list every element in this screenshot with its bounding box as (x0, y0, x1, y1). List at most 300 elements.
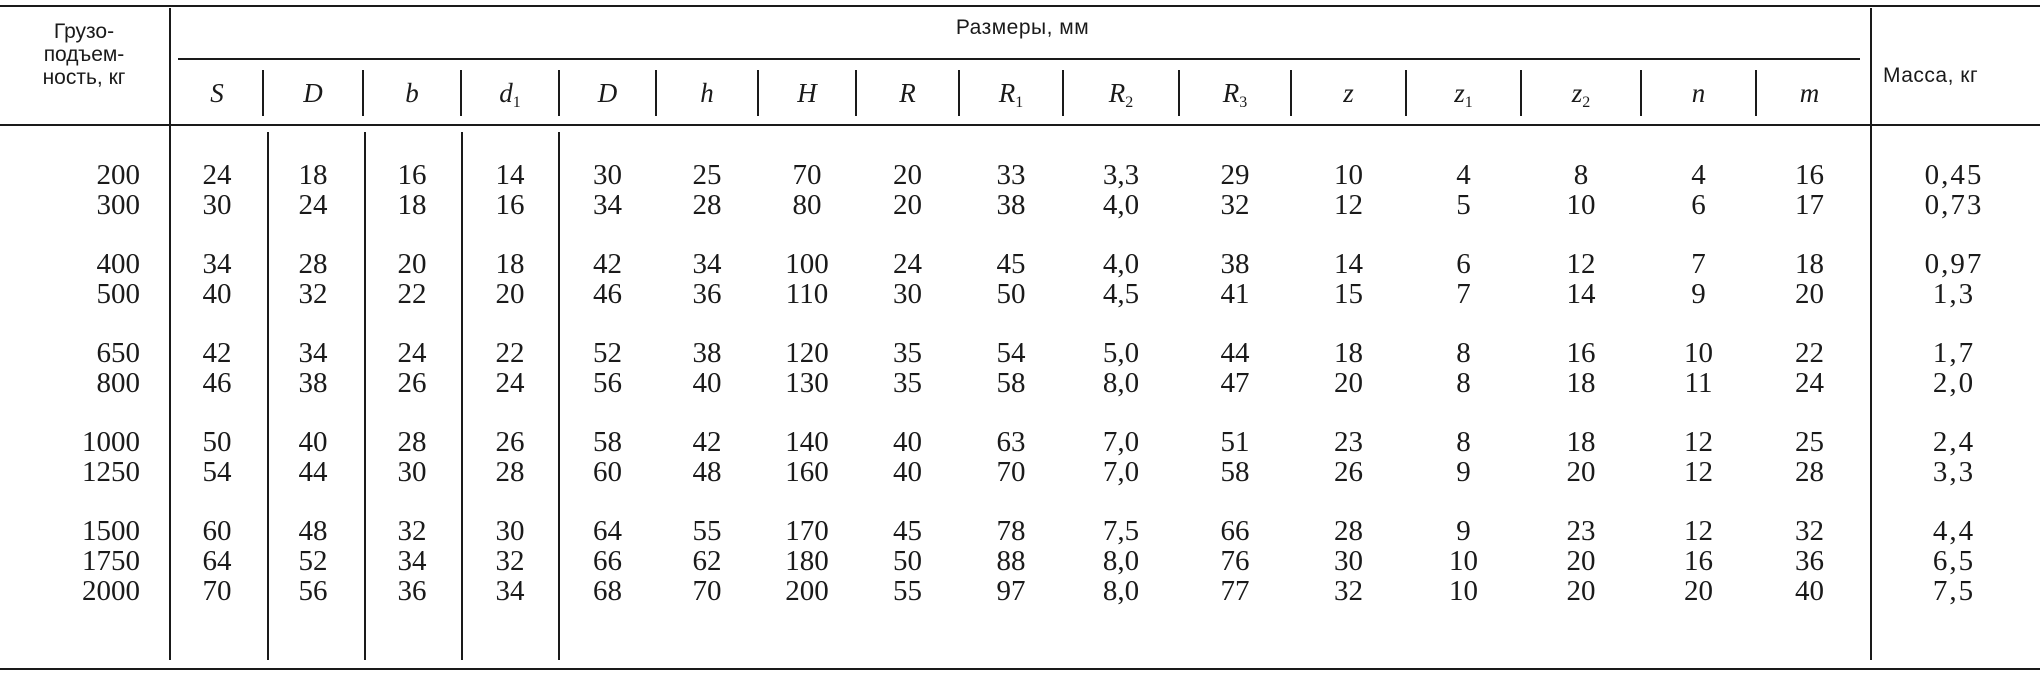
row-group-gap (364, 309, 460, 338)
table-cell: 140 (785, 426, 829, 458)
capacity-cell: 650 (96, 337, 140, 369)
table-cell: 60 (202, 515, 232, 547)
table-cell: 38 (298, 367, 328, 399)
table-cell: 46 (202, 367, 232, 399)
table-cell: 9 (1456, 456, 1471, 488)
table-cell: 47 (1220, 367, 1250, 399)
table-cell: 50 (202, 426, 232, 458)
table-cell: 56 (593, 367, 622, 399)
mass-column-divider (1870, 8, 1872, 660)
table-cell: 50 (893, 545, 922, 577)
data-column (1642, 160, 1755, 606)
table-cell: 18 (1334, 337, 1363, 369)
table-cell: 70 (792, 159, 822, 191)
table-cell: 34 (298, 337, 328, 369)
row-group-gap (1522, 309, 1640, 338)
row-group-gap (960, 398, 1062, 427)
capacity-cell: 800 (96, 367, 140, 399)
table-cell: 11 (1684, 367, 1713, 399)
table-cell: 30 (495, 515, 525, 547)
table-cell: 4,5 (1102, 278, 1140, 310)
top-rule (0, 5, 2040, 7)
capacity-header-line: ность, кг (42, 66, 126, 89)
mass-cell: 0,45 (1924, 159, 1984, 191)
table-cell: 8 (1456, 367, 1471, 399)
capacity-header-line: Грузо- (53, 20, 115, 43)
row-group-gap (960, 487, 1062, 516)
table-cell: 34 (397, 545, 427, 577)
table-cell: 66 (1220, 515, 1250, 547)
column-symbol: $R_3$ (1222, 78, 1248, 111)
table-cell: 36 (397, 575, 427, 607)
column-symbol: H (797, 78, 817, 108)
table-cell: 18 (1566, 426, 1596, 458)
mass-cell: 6,5 (1932, 545, 1976, 577)
row-group-gap (759, 220, 855, 249)
column-symbol: $R_1$ (998, 78, 1024, 111)
capacity-header-line: подъем- (43, 43, 125, 66)
table-cell: 70 (692, 575, 722, 607)
table-cell: 6 (1456, 248, 1471, 280)
row-group-gap (1522, 487, 1640, 516)
table-cell: 200 (785, 575, 829, 607)
table-cell: 20 (1684, 575, 1713, 607)
row-group-gap (1407, 220, 1520, 249)
row-group-gap (1642, 398, 1755, 427)
table-cell: 34 (593, 189, 622, 221)
table-cell: 44 (1220, 337, 1250, 369)
table-cell: 10 (1566, 189, 1596, 221)
table-cell: 66 (593, 545, 622, 577)
table-cell: 23 (1566, 515, 1596, 547)
row-group-gap (1064, 487, 1178, 516)
data-column (1757, 160, 1862, 606)
row-group-gap (364, 487, 460, 516)
table-cell: 62 (692, 545, 722, 577)
sizes-title: Размеры, мм (955, 16, 1090, 39)
mass-cell: 1,7 (1932, 337, 1976, 369)
table-cell: 12 (1566, 248, 1596, 280)
mass-cell: 1,3 (1932, 278, 1976, 310)
column-symbol: n (1691, 78, 1706, 108)
row-group-gap (1407, 309, 1520, 338)
table-cell: 8 (1573, 159, 1589, 191)
table-cell: 120 (785, 337, 829, 369)
row-group-gap (1064, 220, 1178, 249)
row-group-gap (1292, 220, 1405, 249)
table-cell: 20 (1334, 367, 1363, 399)
table-cell: 3,3 (1102, 159, 1140, 191)
row-group-gap (657, 487, 757, 516)
table-cell: 45 (996, 248, 1026, 280)
table-cell: 8 (1456, 337, 1471, 369)
bottom-rule (0, 668, 2040, 670)
row-group-gap (1180, 398, 1290, 427)
table-cell: 20 (397, 248, 427, 280)
capacity-column (0, 160, 170, 606)
row-group-gap (1292, 487, 1405, 516)
table-cell: 34 (202, 248, 232, 280)
table-cell: 24 (893, 248, 922, 280)
table-cell: 28 (397, 426, 427, 458)
table-cell: 8,0 (1102, 575, 1140, 607)
table-cell: 97 (996, 575, 1026, 607)
row-group-gap (759, 398, 855, 427)
mass-cell: 0,73 (1924, 189, 1984, 221)
table-cell: 20 (1566, 456, 1596, 488)
table-cell: 52 (593, 337, 622, 369)
table-cell: 16 (1795, 159, 1824, 191)
column-symbol: D (597, 78, 618, 108)
table-cell: 20 (893, 159, 922, 191)
data-column (172, 160, 262, 606)
table-cell: 7 (1691, 248, 1706, 280)
table-cell: 30 (593, 159, 622, 191)
table-cell: 20 (893, 189, 922, 221)
row-group-gap (759, 487, 855, 516)
table-cell: 100 (785, 248, 829, 280)
table-cell: 22 (1795, 337, 1824, 369)
capacity-cell: 1750 (82, 545, 140, 577)
row-group-gap (172, 398, 262, 427)
table-cell: 80 (792, 189, 822, 221)
table-cell: 64 (202, 545, 232, 577)
table-cell: 32 (1795, 515, 1824, 547)
table-cell: 20 (1566, 575, 1596, 607)
row-group-gap (657, 309, 757, 338)
table-cell: 28 (1334, 515, 1363, 547)
table-cell: 32 (495, 545, 525, 577)
row-group-gap (1522, 220, 1640, 249)
table-cell: 35 (893, 337, 922, 369)
table-cell: 68 (593, 575, 622, 607)
data-column (560, 160, 655, 606)
table-cell: 15 (1334, 278, 1363, 310)
table-cell: 26 (397, 367, 427, 399)
capacity-cell: 1500 (82, 515, 140, 547)
column-symbol: h (700, 78, 714, 108)
table-cell: 4 (1456, 159, 1471, 191)
table-cell: 16 (1684, 545, 1713, 577)
capacity-cell: 1000 (82, 426, 140, 458)
table-cell: 10 (1449, 575, 1478, 607)
table-cell: 28 (495, 456, 525, 488)
table-cell: 18 (495, 248, 525, 280)
column-symbol: $z_2$ (1571, 78, 1591, 111)
table-cell: 77 (1220, 575, 1250, 607)
capacity-cell: 200 (96, 159, 140, 191)
table-cell: 180 (785, 545, 829, 577)
table-cell: 7 (1456, 278, 1471, 310)
table-cell: 55 (893, 575, 922, 607)
table-cell: 32 (298, 278, 328, 310)
table-cell: 12 (1334, 189, 1363, 221)
mass-cell: 7,5 (1932, 575, 1976, 607)
table-cell: 40 (1795, 575, 1824, 607)
table-cell: 10 (1449, 545, 1478, 577)
table-cell: 42 (692, 426, 722, 458)
data-column (960, 160, 1062, 606)
table-cell: 24 (495, 367, 525, 399)
column-symbol: D (303, 78, 323, 108)
table-cell: 54 (202, 456, 232, 488)
column-symbol: R (899, 78, 916, 108)
table-cell: 36 (692, 278, 722, 310)
table-cell: 25 (692, 159, 722, 191)
row-group-gap (1874, 398, 2034, 427)
table-cell: 30 (202, 189, 232, 221)
row-group-gap (560, 487, 655, 516)
column-symbol: z (1343, 78, 1354, 108)
row-group-gap (1874, 487, 2034, 516)
column-symbol: m (1799, 78, 1820, 108)
table-cell: 7,5 (1102, 515, 1140, 547)
table-cell: 14 (1334, 248, 1363, 280)
table-cell: 160 (785, 456, 829, 488)
table-cell: 38 (692, 337, 722, 369)
table-cell: 33 (996, 159, 1026, 191)
data-column (1407, 160, 1520, 606)
data-column (857, 160, 958, 606)
table-cell: 9 (1456, 515, 1471, 547)
table-cell: 32 (397, 515, 427, 547)
table-cell: 48 (298, 515, 328, 547)
capacity-header (4, 20, 164, 89)
table-cell: 52 (298, 545, 328, 577)
data-column (264, 160, 362, 606)
table-cell: 50 (996, 278, 1026, 310)
table-cell: 4 (1691, 159, 1706, 191)
row-group-gap (1642, 220, 1755, 249)
data-column (759, 160, 855, 606)
capacity-cell: 2000 (82, 575, 140, 607)
row-group-gap (1407, 398, 1520, 427)
table-cell: 38 (1220, 248, 1250, 280)
table-cell: 4,0 (1102, 189, 1140, 221)
table-cell: 110 (785, 278, 829, 310)
table-cell: 22 (397, 278, 427, 310)
row-group-gap (1757, 309, 1862, 338)
row-group-gap (857, 309, 958, 338)
row-group-gap (264, 220, 362, 249)
table-cell: 58 (996, 367, 1026, 399)
table-cell: 5,0 (1102, 337, 1140, 369)
row-group-gap (1064, 309, 1178, 338)
table-cell: 51 (1220, 426, 1250, 458)
row-group-gap (857, 220, 958, 249)
table-cell: 16 (495, 189, 525, 221)
table-cell: 30 (1334, 545, 1363, 577)
row-group-gap (0, 487, 170, 516)
row-group-gap (264, 398, 362, 427)
capacity-cell: 300 (96, 189, 140, 221)
column-symbol: b (405, 78, 419, 108)
table-cell: 8 (1456, 426, 1471, 458)
row-group-gap (560, 220, 655, 249)
header-bottom-rule (0, 124, 2040, 126)
table-cell: 60 (593, 456, 622, 488)
table-cell: 41 (1220, 278, 1250, 310)
row-group-gap (960, 220, 1062, 249)
table-cell: 7,0 (1102, 456, 1140, 488)
row-group-gap (560, 398, 655, 427)
row-group-gap (0, 309, 170, 338)
row-group-gap (1180, 309, 1290, 338)
data-column (1522, 160, 1640, 606)
table-cell: 54 (996, 337, 1026, 369)
table-cell: 28 (1795, 456, 1824, 488)
table-cell: 12 (1684, 515, 1713, 547)
table-cell: 40 (298, 426, 328, 458)
table-cell: 34 (692, 248, 722, 280)
row-group-gap (960, 309, 1062, 338)
table-cell: 7,0 (1102, 426, 1140, 458)
row-group-gap (0, 398, 170, 427)
table-cell: 70 (996, 456, 1026, 488)
row-group-gap (657, 398, 757, 427)
row-group-gap (172, 487, 262, 516)
table-cell: 28 (298, 248, 328, 280)
table-cell: 44 (298, 456, 328, 488)
row-group-gap (462, 309, 558, 338)
table-cell: 24 (397, 337, 427, 369)
capacity-cell: 1250 (82, 456, 140, 488)
mass-title: Масса, кг (1883, 64, 1979, 87)
table-cell: 10 (1334, 159, 1363, 191)
mass-cell: 2,4 (1932, 426, 1976, 458)
table-cell: 64 (593, 515, 622, 547)
table-cell: 5 (1456, 189, 1471, 221)
row-group-gap (462, 398, 558, 427)
table-cell: 24 (1795, 367, 1824, 399)
row-group-gap (1642, 309, 1755, 338)
table-cell: 40 (692, 367, 722, 399)
table-cell: 40 (893, 456, 922, 488)
row-group-gap (172, 309, 262, 338)
table-cell: 18 (397, 189, 427, 221)
table-cell: 6 (1691, 189, 1706, 221)
table-cell: 76 (1220, 545, 1250, 577)
table-cell: 16 (397, 159, 427, 191)
row-group-gap (364, 220, 460, 249)
table-cell: 8,0 (1102, 367, 1140, 399)
table-cell: 32 (1220, 189, 1250, 221)
table-cell: 46 (593, 278, 622, 310)
table-cell: 56 (298, 575, 328, 607)
table-cell: 58 (1220, 456, 1250, 488)
mass-column (1874, 160, 2034, 606)
table-cell: 4,0 (1102, 248, 1140, 280)
table-cell: 36 (1795, 545, 1824, 577)
row-group-gap (1292, 398, 1405, 427)
table-cell: 88 (996, 545, 1026, 577)
table-cell: 26 (495, 426, 525, 458)
row-group-gap (1407, 487, 1520, 516)
row-group-gap (1874, 309, 2034, 338)
table-cell: 30 (893, 278, 922, 310)
table-cell: 40 (202, 278, 232, 310)
table-cell: 12 (1684, 456, 1713, 488)
table-cell: 30 (397, 456, 427, 488)
table-cell: 20 (495, 278, 525, 310)
data-column (364, 160, 460, 606)
table-cell: 18 (298, 159, 328, 191)
row-group-gap (1874, 220, 2034, 249)
table-cell: 170 (785, 515, 829, 547)
row-group-gap (0, 220, 170, 249)
capacity-cell: 400 (96, 248, 140, 280)
table-cell: 42 (593, 248, 622, 280)
row-group-gap (1757, 487, 1862, 516)
row-group-gap (1757, 220, 1862, 249)
table-cell: 32 (1334, 575, 1363, 607)
table-cell: 78 (996, 515, 1026, 547)
table-cell: 63 (996, 426, 1026, 458)
table-cell: 18 (1795, 248, 1824, 280)
row-group-gap (1064, 398, 1178, 427)
row-group-gap (364, 398, 460, 427)
data-column (657, 160, 757, 606)
row-group-gap (462, 220, 558, 249)
table-cell: 16 (1566, 337, 1596, 369)
row-group-gap (264, 309, 362, 338)
table-cell: 9 (1691, 278, 1706, 310)
table-cell: 18 (1566, 367, 1596, 399)
row-group-gap (1642, 487, 1755, 516)
row-group-gap (657, 220, 757, 249)
row-group-gap (759, 309, 855, 338)
table-cell: 14 (495, 159, 525, 191)
row-group-gap (857, 398, 958, 427)
row-group-gap (1522, 398, 1640, 427)
row-group-gap (560, 309, 655, 338)
row-group-gap (264, 487, 362, 516)
table-cell: 8,0 (1102, 545, 1140, 577)
table-cell: 25 (1795, 426, 1824, 458)
row-group-gap (1757, 398, 1862, 427)
data-column (1180, 160, 1290, 606)
data-column (1064, 160, 1178, 606)
table-cell: 130 (785, 367, 829, 399)
table-cell: 17 (1795, 189, 1824, 221)
column-symbol: S (210, 78, 224, 108)
table-cell: 29 (1220, 159, 1250, 191)
table-cell: 23 (1334, 426, 1363, 458)
sizes-underline (178, 58, 1860, 60)
table-cell: 20 (1566, 545, 1596, 577)
table-cell: 58 (593, 426, 622, 458)
row-group-gap (1292, 309, 1405, 338)
column-symbol: $z_1$ (1454, 78, 1473, 111)
table-cell: 45 (893, 515, 922, 547)
table-cell: 20 (1795, 278, 1824, 310)
table-cell: 48 (692, 456, 722, 488)
mass-cell: 2,0 (1932, 367, 1976, 399)
capacity-cell: 500 (96, 278, 140, 310)
column-symbol: $R_2$ (1108, 78, 1134, 111)
table-cell: 22 (495, 337, 525, 369)
table-cell: 24 (202, 159, 232, 191)
table-cell: 35 (893, 367, 922, 399)
data-column (462, 160, 558, 606)
column-symbol: $d_1$ (499, 78, 521, 111)
table-cell: 55 (692, 515, 722, 547)
mass-cell: 0,97 (1924, 248, 1984, 280)
table-cell: 24 (298, 189, 328, 221)
table-cell: 38 (996, 189, 1026, 221)
table-cell: 28 (692, 189, 722, 221)
table-cell: 42 (202, 337, 232, 369)
